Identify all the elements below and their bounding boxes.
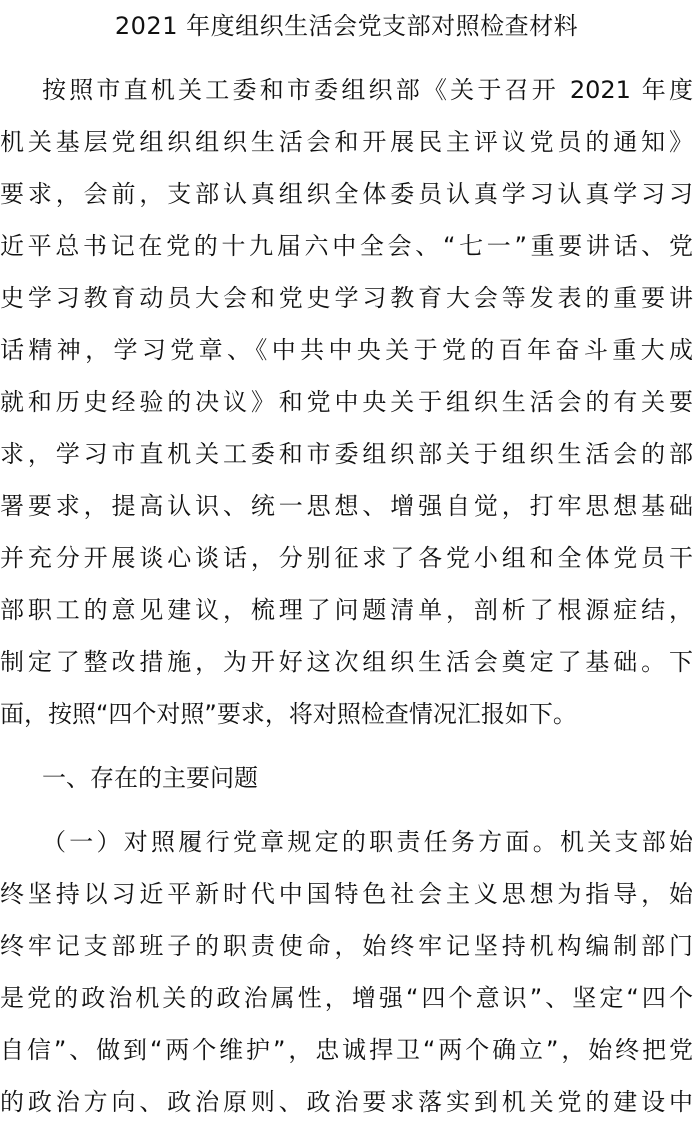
section-line: 自信”、做到“两个维护”，忠诚捍卫“两个确立”，始终把党 xyxy=(0,1036,693,1064)
intro-line: 史学习教育动员大会和党史学习教育大会等发表的重要讲 xyxy=(0,284,693,312)
intro-line: 求，学习市直机关工委和市委组织部关于组织生活会的部 xyxy=(0,440,693,468)
section-line: 是党的政治机关的政治属性，增强“四个意识”、坚定“四个 xyxy=(0,984,693,1012)
intro-line: 按照市直机关工委和市委组织部《关于召开 2021 年度 xyxy=(42,76,693,104)
section-heading: 一、存在的主要问题 xyxy=(42,764,258,792)
section-line: 终坚持以习近平新时代中国特色社会主义思想为指导，始 xyxy=(0,880,693,908)
intro-line: 部职工的意见建议，梳理了问题清单，剖析了根源症结， xyxy=(0,596,693,624)
intro-line: 话精神，学习党章、《中共中央关于党的百年奋斗重大成 xyxy=(0,336,693,364)
intro-line: 面，按照“四个对照”要求，将对照检查情况汇报如下。 xyxy=(0,700,577,728)
intro-line: 制定了整改措施，为开好这次组织生活会奠定了基础。下 xyxy=(0,648,693,676)
intro-line: 署要求，提高认识、统一思想、增强自觉，打牢思想基础 xyxy=(0,492,693,520)
section-line: 终牢记支部班子的职责使命，始终牢记坚持机构编制部门 xyxy=(0,932,693,960)
document-body xyxy=(0,64,693,1128)
section-line: （一）对照履行党章规定的职责任务方面。机关支部始 xyxy=(42,828,693,856)
document-title: 2021 年度组织生活会党支部对照检查材料 xyxy=(114,12,579,40)
intro-line: 机关基层党组织组织生活会和开展民主评议党员的通知》 xyxy=(0,128,693,156)
intro-line: 并充分开展谈心谈话，分别征求了各党小组和全体党员干 xyxy=(0,544,693,572)
intro-line: 近平总书记在党的十九届六中全会、“七一”重要讲话、党 xyxy=(0,232,693,260)
section-line: 的政治方向、政治原则、政治要求落实到机关党的建设中 xyxy=(0,1088,693,1116)
intro-line: 要求，会前，支部认真组织全体委员认真学习认真学习习 xyxy=(0,180,693,208)
intro-line: 就和历史经验的决议》和党中央关于组织生活会的有关要 xyxy=(0,388,693,416)
